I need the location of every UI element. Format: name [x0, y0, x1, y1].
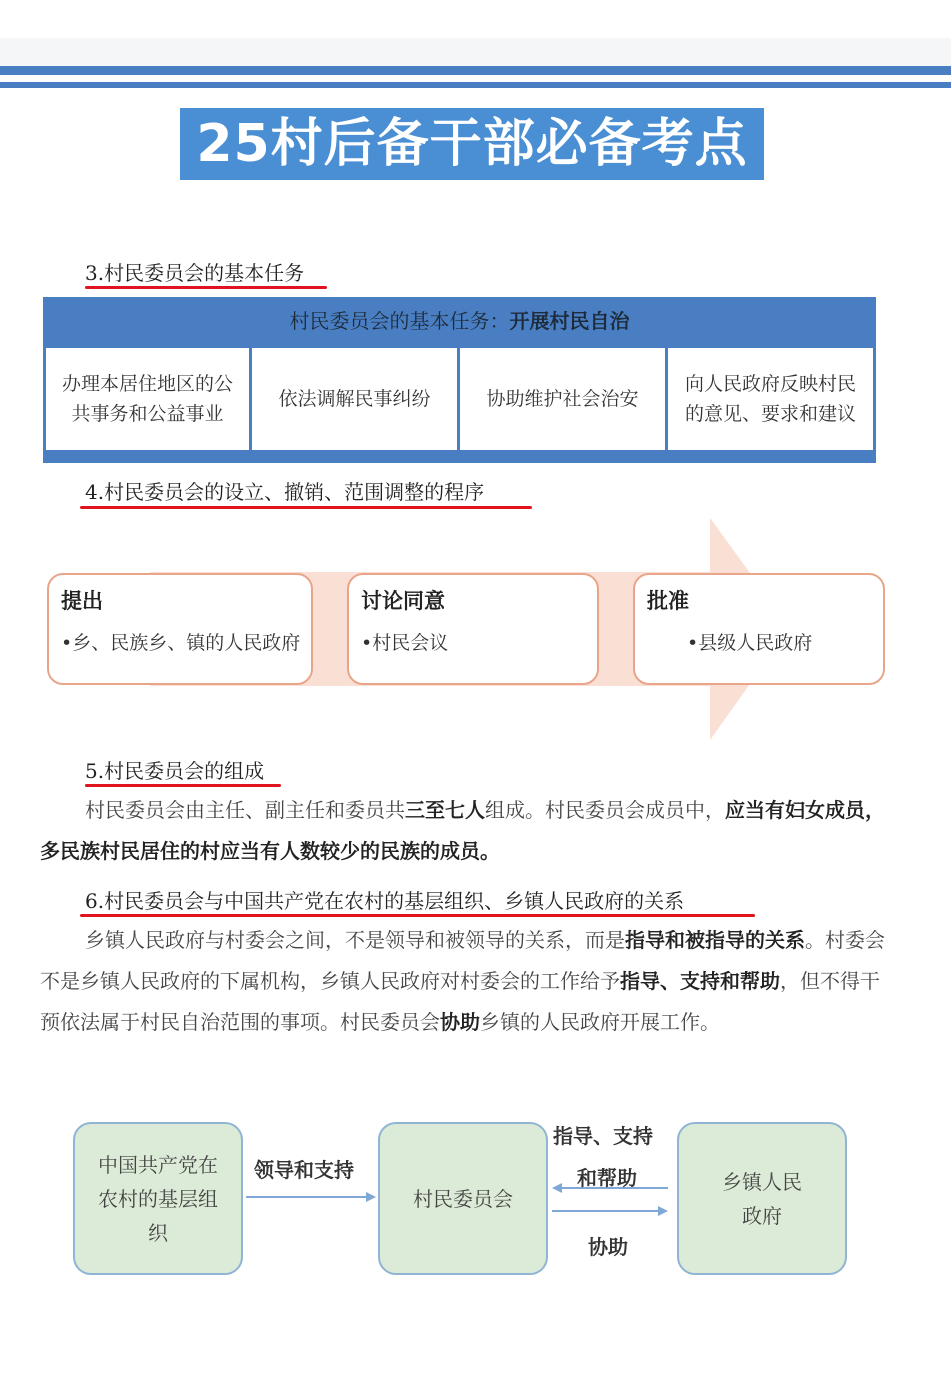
- task-cell-4: 向人民政府反映村民的意见、要求和建议: [668, 348, 873, 450]
- s6-text-3: ，但不得干预依法属于村民自治范围的事项。村民委员会: [40, 969, 880, 1034]
- step-text-discuss: •村民会议: [361, 632, 449, 654]
- s5-bold-2: 应当有妇女成员，多民族村民居住的村应当有人数较少的民族的成员。: [40, 798, 885, 863]
- page-title: 25村后备干部必备考点: [180, 108, 764, 180]
- step-text-propose: •乡、民族乡、镇的人民政府: [61, 632, 301, 654]
- table-header-prefix: 村民委员会的基本任务：: [289, 309, 510, 333]
- tasks-table-header: [43, 297, 876, 345]
- step-box-propose: [47, 573, 313, 685]
- step-box-approve: [633, 573, 885, 685]
- header-stripe: [0, 66, 951, 75]
- s5-bold-1: 三至七人: [405, 798, 485, 822]
- s6-bold-3: 协助: [440, 1010, 480, 1034]
- task-cell-3: 协助维护社会治安: [460, 348, 665, 450]
- s5-text-1: 村民委员会由主任、副主任和委员共: [85, 798, 405, 822]
- s5-text-2: 组成。村民委员会成员中，: [485, 798, 725, 822]
- section4-underline: [80, 506, 532, 509]
- arrow-right-lead: [366, 1192, 376, 1202]
- top-band: [0, 38, 951, 68]
- section6-heading: 6.村民委员会与中国共产党在农村的基层组织、乡镇人民政府的关系: [85, 889, 685, 913]
- arrow-left-guide: [552, 1183, 562, 1193]
- section3-heading: 3.村民委员会的基本任务: [85, 261, 305, 285]
- diagram-arrows: [0, 1150, 951, 1230]
- arrow-right-assist: [658, 1206, 668, 1216]
- label-lead-support: 领导和支持: [254, 1158, 354, 1182]
- box-village-committee: 村民委员会: [378, 1122, 548, 1275]
- section3-underline: [85, 286, 327, 289]
- box-township-government: 乡镇人民政府: [677, 1122, 847, 1275]
- s6-bold-2: 指导、支持和帮助: [620, 969, 780, 993]
- label-guide-support: 指导、支持: [553, 1124, 653, 1148]
- section6-paragraph: [40, 920, 892, 1043]
- table-header-bold: 开展村民自治: [509, 309, 630, 333]
- step-title-approve: 批准: [647, 588, 689, 613]
- section6-underline: [80, 914, 755, 917]
- label-and-help: 和帮助: [577, 1166, 637, 1190]
- box-party-organization: 中国共产党在农村的基层组织: [73, 1122, 243, 1275]
- task-cell-1: 办理本居住地区的公共事务和公益事业: [46, 348, 249, 450]
- step-text-approve: •县级人民政府: [687, 632, 813, 654]
- section5-paragraph: [40, 790, 890, 872]
- s6-text-4: 乡镇的人民政府开展工作。: [480, 1010, 720, 1034]
- step-box-discuss: [347, 573, 599, 685]
- s6-text-2: 。村委会不是乡镇人民政府的下属机构，乡镇人民政府对村委会的工作给予: [40, 928, 885, 993]
- task-cell-2: 依法调解民事纠纷: [252, 348, 457, 450]
- s6-text-1: 乡镇人民政府与村委会之间，不是领导和被领导的关系，而是: [85, 928, 625, 952]
- label-assist: 协助: [588, 1235, 628, 1259]
- header-stripe-thin: [0, 82, 951, 88]
- step-title-propose: 提出: [61, 588, 103, 613]
- s6-bold-1: 指导和被指导的关系: [625, 928, 805, 952]
- section4-heading: 4.村民委员会的设立、撤销、范围调整的程序: [85, 480, 485, 504]
- section5-underline: [85, 784, 281, 787]
- step-title-discuss: 讨论同意: [361, 588, 445, 613]
- section5-heading: 5.村民委员会的组成: [85, 759, 265, 783]
